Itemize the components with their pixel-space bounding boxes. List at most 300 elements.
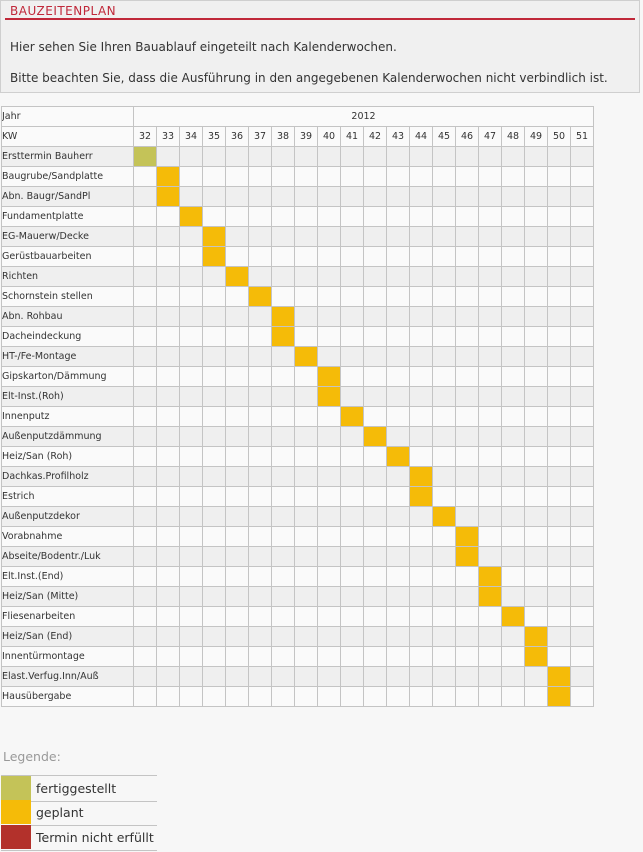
week-cell <box>525 287 548 307</box>
week-cell <box>318 547 341 567</box>
week-cell <box>548 487 571 507</box>
week-cell <box>525 267 548 287</box>
task-row <box>2 147 594 167</box>
week-cell <box>341 467 364 487</box>
task-label: Innentürmontage <box>2 647 134 667</box>
week-cell <box>203 547 226 567</box>
week-cell <box>479 147 502 167</box>
week-cell <box>180 587 203 607</box>
week-cell <box>479 307 502 327</box>
week-cell <box>249 327 272 347</box>
week-cell <box>226 567 249 587</box>
task-row <box>2 607 594 627</box>
task-row <box>2 567 594 587</box>
week-cell <box>571 507 594 527</box>
week-cell <box>249 267 272 287</box>
week-cell <box>410 687 433 707</box>
week-cell <box>410 347 433 367</box>
week-cell <box>364 227 387 247</box>
task-bar-plan <box>318 387 341 407</box>
week-cell <box>387 407 410 427</box>
week-cell <box>203 427 226 447</box>
week-cell <box>226 527 249 547</box>
week-cell <box>226 667 249 687</box>
task-bar-plan <box>203 247 226 267</box>
task-label: HT-/Fe-Montage <box>2 347 134 367</box>
year-row <box>2 107 594 127</box>
week-header-35: 35 <box>203 127 226 147</box>
week-cell <box>341 667 364 687</box>
week-cell <box>456 327 479 347</box>
week-cell <box>387 567 410 587</box>
week-cell <box>571 347 594 367</box>
week-cell <box>548 187 571 207</box>
week-cell <box>157 287 180 307</box>
week-cell <box>318 407 341 427</box>
week-cell <box>548 287 571 307</box>
task-label: Abseite/Bodentr./Luk <box>2 547 134 567</box>
week-cell <box>387 207 410 227</box>
week-cell <box>548 247 571 267</box>
week-cell <box>502 167 525 187</box>
legend-item-completed <box>1 775 157 802</box>
task-row <box>2 207 594 227</box>
task-bar-plan <box>548 667 571 687</box>
week-cell <box>479 607 502 627</box>
week-cell <box>157 427 180 447</box>
week-cell <box>548 167 571 187</box>
week-cell <box>456 447 479 467</box>
week-cell <box>318 607 341 627</box>
week-cell <box>525 607 548 627</box>
week-cell <box>249 447 272 467</box>
task-bar-plan <box>295 347 318 367</box>
week-cell <box>134 607 157 627</box>
week-cell <box>364 207 387 227</box>
title-divider <box>5 18 635 20</box>
week-cell <box>272 227 295 247</box>
task-bar-plan <box>479 567 502 587</box>
week-header-37: 37 <box>249 127 272 147</box>
legend-item-planned <box>1 800 157 826</box>
week-cell <box>433 327 456 347</box>
week-cell <box>548 367 571 387</box>
week-cell <box>272 267 295 287</box>
task-bar-plan <box>226 267 249 287</box>
week-cell <box>203 387 226 407</box>
week-cell <box>295 287 318 307</box>
week-cell <box>272 647 295 667</box>
legend-title: Legende: <box>3 749 61 764</box>
week-cell <box>272 427 295 447</box>
week-cell <box>318 247 341 267</box>
week-cell <box>180 227 203 247</box>
task-row <box>2 507 594 527</box>
task-label: Außenputzdekor <box>2 507 134 527</box>
week-cell <box>525 307 548 327</box>
week-cell <box>295 547 318 567</box>
week-cell <box>203 687 226 707</box>
week-cell <box>203 647 226 667</box>
task-bar-plan <box>525 627 548 647</box>
week-cell <box>433 547 456 567</box>
week-cell <box>272 527 295 547</box>
week-cell <box>203 207 226 227</box>
week-cell <box>571 387 594 407</box>
week-cell <box>226 247 249 267</box>
legend-swatch-completed <box>1 776 31 800</box>
week-cell <box>479 167 502 187</box>
week-cell <box>410 427 433 447</box>
week-cell <box>525 567 548 587</box>
week-cell <box>180 387 203 407</box>
week-cell <box>433 167 456 187</box>
week-cell <box>387 267 410 287</box>
task-row <box>2 187 594 207</box>
task-row <box>2 227 594 247</box>
week-cell <box>525 667 548 687</box>
task-label: Elt.Inst.(End) <box>2 567 134 587</box>
week-cell <box>410 187 433 207</box>
week-cell <box>479 207 502 227</box>
week-cell <box>341 487 364 507</box>
week-header-32: 32 <box>134 127 157 147</box>
week-cell <box>456 567 479 587</box>
week-cell <box>364 387 387 407</box>
week-header-34: 34 <box>180 127 203 147</box>
week-cell <box>502 427 525 447</box>
week-cell <box>180 487 203 507</box>
week-cell <box>364 187 387 207</box>
week-cell <box>387 247 410 267</box>
week-cell <box>456 367 479 387</box>
week-cell <box>157 527 180 547</box>
week-cell <box>134 567 157 587</box>
week-cell <box>157 467 180 487</box>
week-cell <box>226 607 249 627</box>
week-cell <box>249 147 272 167</box>
task-bar-plan <box>364 427 387 447</box>
week-cell <box>502 207 525 227</box>
week-cell <box>180 667 203 687</box>
week-header-42: 42 <box>364 127 387 147</box>
week-cell <box>180 147 203 167</box>
week-cell <box>272 467 295 487</box>
week-cell <box>341 527 364 547</box>
week-cell <box>341 687 364 707</box>
task-label: Hausübergabe <box>2 687 134 707</box>
week-cell <box>433 387 456 407</box>
week-cell <box>364 647 387 667</box>
week-cell <box>249 387 272 407</box>
week-cell <box>571 547 594 567</box>
week-cell <box>548 567 571 587</box>
week-cell <box>502 547 525 567</box>
week-header-33: 33 <box>157 127 180 147</box>
week-cell <box>134 587 157 607</box>
week-cell <box>364 367 387 387</box>
week-cell <box>479 327 502 347</box>
task-row <box>2 667 594 687</box>
week-cell <box>157 567 180 587</box>
week-cell <box>203 367 226 387</box>
week-cell <box>226 167 249 187</box>
week-cell <box>318 287 341 307</box>
week-cell <box>272 387 295 407</box>
task-bar-plan <box>456 547 479 567</box>
week-cell <box>456 227 479 247</box>
week-cell <box>571 587 594 607</box>
week-cell <box>387 487 410 507</box>
week-cell <box>456 487 479 507</box>
week-cell <box>157 247 180 267</box>
week-cell <box>548 647 571 667</box>
task-row <box>2 427 594 447</box>
week-header-46: 46 <box>456 127 479 147</box>
week-cell <box>341 587 364 607</box>
week-cell <box>571 627 594 647</box>
week-cell <box>364 267 387 287</box>
week-cell <box>364 527 387 547</box>
week-cell <box>226 507 249 527</box>
task-label: Gipskarton/Dämmung <box>2 367 134 387</box>
week-cell <box>433 267 456 287</box>
week-cell <box>318 227 341 247</box>
week-cell <box>341 347 364 367</box>
week-cell <box>410 407 433 427</box>
week-cell <box>548 527 571 547</box>
week-cell <box>226 307 249 327</box>
week-cell <box>525 587 548 607</box>
week-cell <box>134 667 157 687</box>
week-cell <box>203 667 226 687</box>
week-cell <box>295 687 318 707</box>
week-cell <box>249 507 272 527</box>
week-cell <box>272 587 295 607</box>
week-header-50: 50 <box>548 127 571 147</box>
week-cell <box>548 147 571 167</box>
week-cell <box>226 327 249 347</box>
week-cell <box>157 407 180 427</box>
week-cell <box>157 507 180 527</box>
week-cell <box>226 447 249 467</box>
task-label: Elast.Verfug.Inn/Auß <box>2 667 134 687</box>
week-cell <box>295 227 318 247</box>
week-cell <box>387 427 410 447</box>
week-cell <box>203 187 226 207</box>
week-cell <box>295 427 318 447</box>
week-cell <box>456 167 479 187</box>
week-cell <box>134 547 157 567</box>
week-cell <box>226 407 249 427</box>
week-header-40: 40 <box>318 127 341 147</box>
legend-item-missed <box>1 825 157 851</box>
week-cell <box>571 327 594 347</box>
week-cell <box>479 287 502 307</box>
week-cell <box>295 467 318 487</box>
week-cell <box>272 547 295 567</box>
task-row <box>2 367 594 387</box>
week-cell <box>571 447 594 467</box>
week-cell <box>364 607 387 627</box>
week-cell <box>341 387 364 407</box>
week-cell <box>295 187 318 207</box>
week-cell <box>433 627 456 647</box>
task-bar-plan <box>456 527 479 547</box>
week-cell <box>525 347 548 367</box>
week-cell <box>525 487 548 507</box>
week-cell <box>548 267 571 287</box>
week-cell <box>249 647 272 667</box>
week-cell <box>548 587 571 607</box>
week-cell <box>157 387 180 407</box>
week-cell <box>180 347 203 367</box>
week-cell <box>456 247 479 267</box>
week-cell <box>525 207 548 227</box>
week-header-47: 47 <box>479 127 502 147</box>
week-cell <box>410 547 433 567</box>
week-header-label: KW <box>2 127 134 147</box>
week-cell <box>479 447 502 467</box>
task-label: Abn. Baugr/SandPl <box>2 187 134 207</box>
week-cell <box>433 527 456 547</box>
week-cell <box>410 607 433 627</box>
week-cell <box>295 567 318 587</box>
week-cell <box>525 227 548 247</box>
week-cell <box>318 267 341 287</box>
week-cell <box>180 247 203 267</box>
week-cell <box>387 327 410 347</box>
week-cell <box>479 527 502 547</box>
task-bar-plan <box>410 487 433 507</box>
week-cell <box>295 307 318 327</box>
week-cell <box>364 447 387 467</box>
week-cell <box>295 647 318 667</box>
week-cell <box>571 407 594 427</box>
week-cell <box>364 347 387 367</box>
week-cell <box>134 647 157 667</box>
week-cell <box>226 387 249 407</box>
week-cell <box>341 647 364 667</box>
week-cell <box>272 687 295 707</box>
week-cell <box>571 527 594 547</box>
week-cell <box>525 187 548 207</box>
week-cell <box>249 467 272 487</box>
week-cell <box>180 367 203 387</box>
week-cell <box>433 227 456 247</box>
week-cell <box>226 287 249 307</box>
week-cell <box>249 487 272 507</box>
week-cell <box>387 667 410 687</box>
week-cell <box>456 627 479 647</box>
week-cell <box>272 167 295 187</box>
week-cell <box>387 467 410 487</box>
week-header-36: 36 <box>226 127 249 147</box>
week-cell <box>387 187 410 207</box>
week-cell <box>157 267 180 287</box>
week-cell <box>249 347 272 367</box>
week-cell <box>203 287 226 307</box>
week-cell <box>456 287 479 307</box>
week-cell <box>364 327 387 347</box>
task-bar-plan <box>157 167 180 187</box>
week-cell <box>295 667 318 687</box>
week-cell <box>226 627 249 647</box>
year-value: 2012 <box>134 107 594 127</box>
week-cell <box>548 227 571 247</box>
week-cell <box>571 287 594 307</box>
week-cell <box>456 407 479 427</box>
week-header-49: 49 <box>525 127 548 147</box>
week-cell <box>318 527 341 547</box>
task-row <box>2 547 594 567</box>
week-cell <box>272 187 295 207</box>
week-cell <box>318 507 341 527</box>
week-cell <box>525 427 548 447</box>
week-row <box>2 127 594 147</box>
week-cell <box>479 367 502 387</box>
week-cell <box>180 407 203 427</box>
week-cell <box>525 367 548 387</box>
week-cell <box>410 567 433 587</box>
week-cell <box>456 187 479 207</box>
week-cell <box>318 147 341 167</box>
week-cell <box>387 627 410 647</box>
week-cell <box>479 647 502 667</box>
week-cell <box>364 167 387 187</box>
week-cell <box>571 187 594 207</box>
week-cell <box>318 427 341 447</box>
week-cell <box>249 527 272 547</box>
task-bar-plan <box>525 647 548 667</box>
week-cell <box>525 507 548 527</box>
week-cell <box>364 667 387 687</box>
week-cell <box>318 347 341 367</box>
week-cell <box>134 267 157 287</box>
page-title: BAUZEITENPLAN <box>10 4 117 18</box>
week-cell <box>364 247 387 267</box>
task-label: Dacheindeckung <box>2 327 134 347</box>
week-cell <box>203 587 226 607</box>
week-cell <box>318 167 341 187</box>
task-label: Heiz/San (Mitte) <box>2 587 134 607</box>
week-cell <box>318 447 341 467</box>
task-row <box>2 327 594 347</box>
week-cell <box>203 607 226 627</box>
week-cell <box>387 607 410 627</box>
week-cell <box>387 287 410 307</box>
week-cell <box>456 207 479 227</box>
week-cell <box>157 667 180 687</box>
week-cell <box>387 367 410 387</box>
week-cell <box>502 287 525 307</box>
week-cell <box>180 647 203 667</box>
week-cell <box>571 247 594 267</box>
week-cell <box>157 347 180 367</box>
week-cell <box>134 367 157 387</box>
week-cell <box>249 687 272 707</box>
week-cell <box>433 147 456 167</box>
info-box <box>0 0 640 93</box>
week-cell <box>341 447 364 467</box>
week-cell <box>479 247 502 267</box>
week-cell <box>502 387 525 407</box>
week-header-51: 51 <box>571 127 594 147</box>
week-cell <box>203 147 226 167</box>
week-cell <box>134 427 157 447</box>
week-cell <box>502 507 525 527</box>
week-cell <box>479 627 502 647</box>
